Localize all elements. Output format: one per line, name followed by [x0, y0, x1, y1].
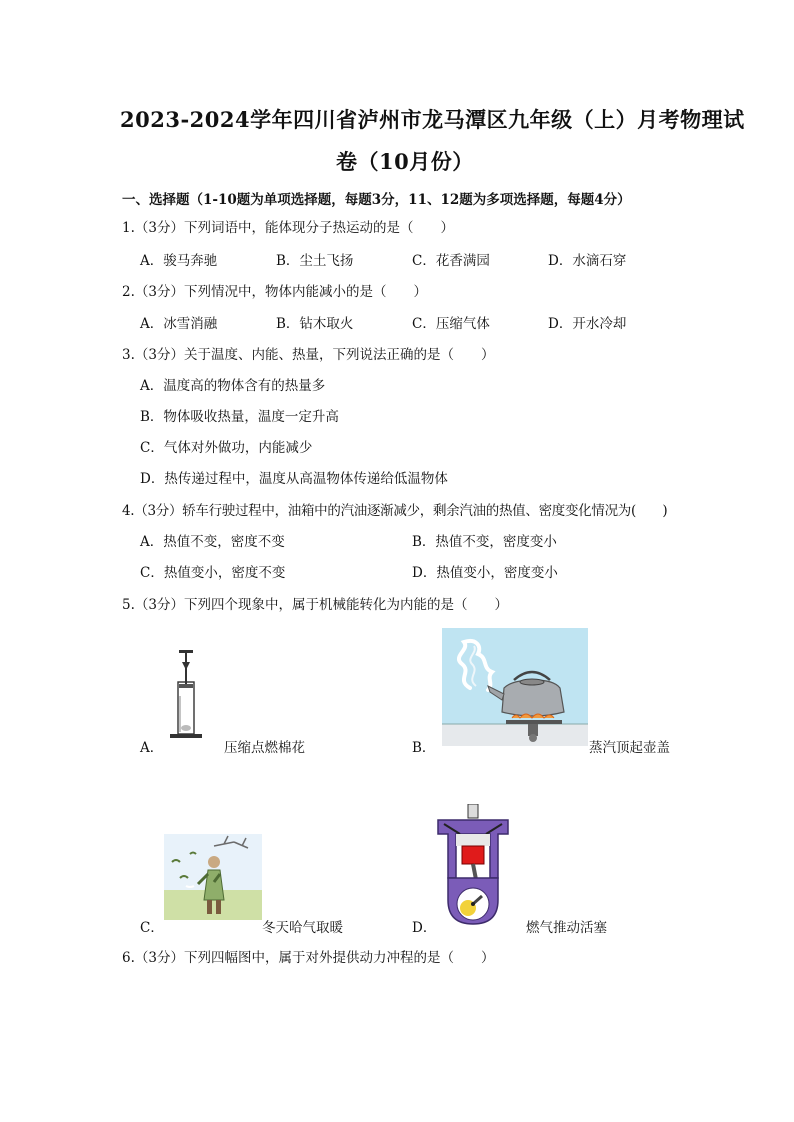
- option-c: C．热值变小，密度不变: [140, 565, 286, 581]
- question-stem: 5.（3分）下列四个现象中，属于机械能转化为内能的是（ ）: [122, 597, 508, 613]
- option-c: C．气体对外做功，内能减少: [140, 440, 313, 456]
- question-stem: 3.（3分）关于温度、内能、热量，下列说法正确的是（ ）: [122, 347, 495, 363]
- kettle-steam-figure: [442, 628, 588, 746]
- option-a: A．骏马奔驰: [140, 253, 218, 269]
- compression-syringe-figure: [168, 646, 208, 742]
- option-d: D．热传递过程中，温度从高温物体传递给低温物体: [140, 471, 448, 487]
- option-d: D．热值变小，密度变小: [412, 565, 558, 581]
- question-stem: 4.（3分）轿车行驶过程中，油箱中的汽油逐渐减少，剩余汽油的热值、密度变化情况为( ): [122, 503, 668, 519]
- section-heading: 一、选择题（1-10题为单项选择题，每题3分，11、12题为多项选择题，每题4分）: [122, 192, 631, 208]
- option-c: C．压缩气体: [412, 316, 490, 332]
- option-b: B．热值不变，密度变小: [412, 534, 557, 550]
- option-c-caption: 冬天哈气取暖: [262, 920, 343, 936]
- page-title-line2: 卷（10月份）: [336, 149, 474, 174]
- option-c-letter: C．: [140, 920, 164, 936]
- option-c: C．花香满园: [412, 253, 490, 269]
- option-d: D．开水冷却: [548, 316, 627, 332]
- option-a: A．温度高的物体含有的热量多: [140, 378, 326, 394]
- option-b-letter: B．: [412, 740, 436, 756]
- option-a-caption: 压缩点燃棉花: [224, 740, 305, 756]
- option-b-caption: 蒸汽顶起壶盖: [589, 740, 670, 756]
- option-b: B．尘土飞扬: [276, 253, 354, 269]
- page-title-line1: 2023-2024学年四川省泸州市龙马潭区九年级（上）月考物理试: [120, 107, 745, 132]
- option-b: B．钻木取火: [276, 316, 354, 332]
- option-d-letter: D．: [412, 920, 437, 936]
- option-d: D．水滴石穿: [548, 253, 627, 269]
- option-d-caption: 燃气推动活塞: [526, 920, 607, 936]
- question-stem: 2.（3分）下列情况中，物体内能减小的是（ ）: [122, 284, 427, 300]
- option-b: B．物体吸收热量，温度一定升高: [140, 409, 339, 425]
- question-stem: 6.（3分）下列四幅图中，属于对外提供动力冲程的是（ ）: [122, 950, 495, 966]
- winter-breath-figure: [164, 834, 262, 920]
- option-a: A．热值不变，密度不变: [140, 534, 285, 550]
- engine-cylinder-figure: [432, 804, 514, 932]
- option-a-letter: A．: [140, 740, 164, 756]
- question-stem: 1.（3分）下列词语中，能体现分子热运动的是（ ）: [122, 220, 454, 236]
- option-a: A．冰雪消融: [140, 316, 218, 332]
